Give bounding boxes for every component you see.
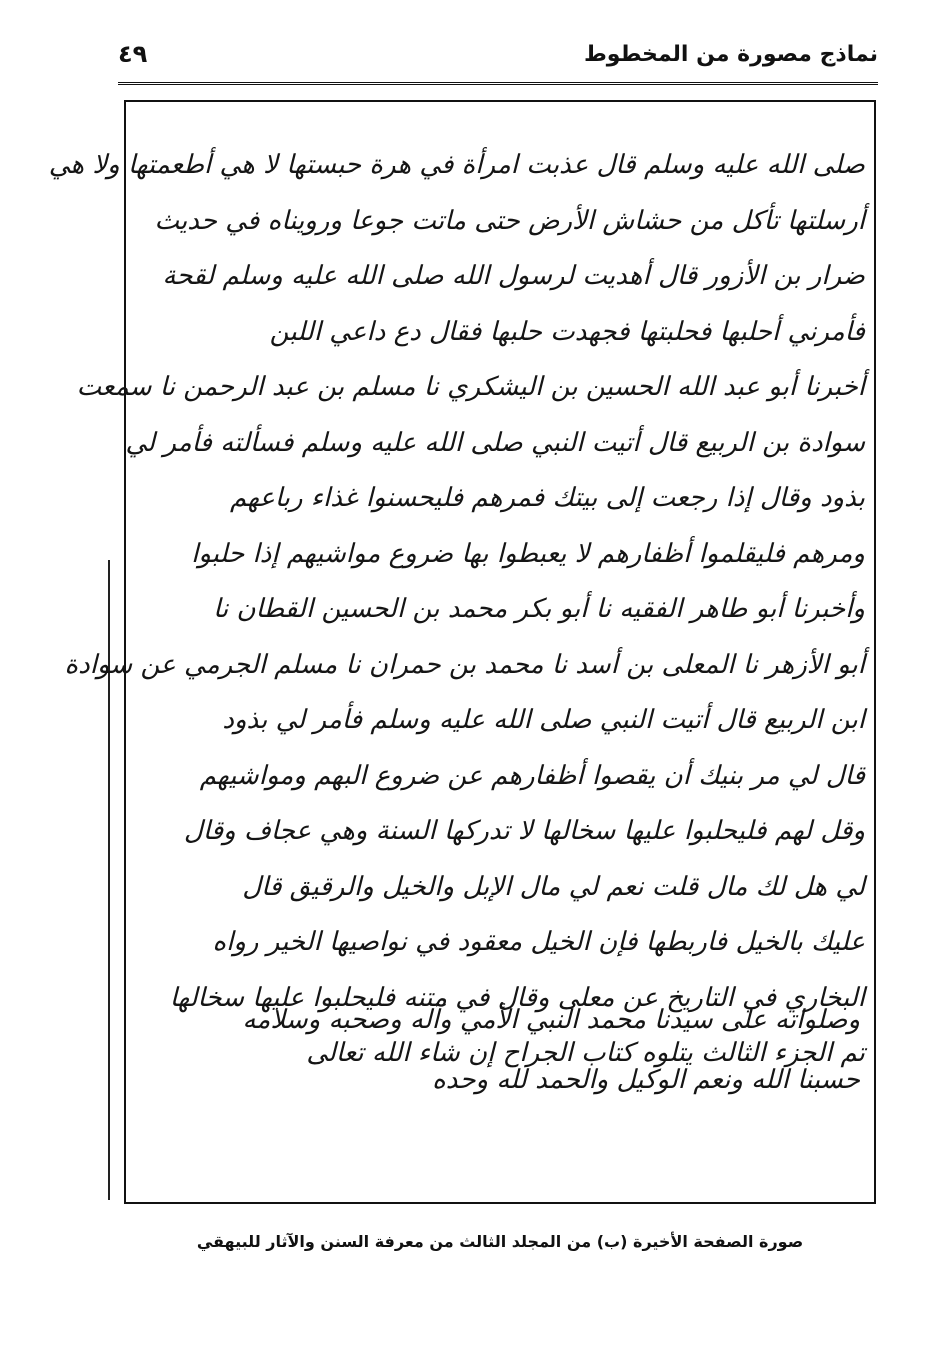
- manuscript-line: أبو الأزهر نا المعلى بن أسد نا محمد بن حمران نا مسلم الجرمي عن سوادة: [64, 649, 865, 680]
- page-number: ٤٩: [118, 40, 148, 68]
- manuscript-text: [48, 138, 865, 1082]
- manuscript-line: فأمرني أحلبها فحلبتها فجهدت حلبها فقال دع داعي اللبن: [269, 316, 865, 347]
- page-header: [118, 32, 878, 85]
- manuscript-line: ضرار بن الأزور قال أهديت لرسول الله صلى الله عليه وسلم لقحة: [162, 261, 865, 291]
- manuscript-line: صلى الله عليه وسلم قال عذبت امرأة في هرة حبستها لا هي أطعمتها ولا هي: [48, 150, 865, 180]
- running-title: نماذج مصورة من المخطوط: [583, 42, 878, 67]
- manuscript-line: بذود وقال إذا رجعت إلى بيتك فمرهم فليحسنوا غذاء رباعهم: [230, 483, 865, 513]
- manuscript-line: ابن الربيع قال أتيت النبي صلى الله عليه وسلم فأمر لي بذود: [222, 705, 865, 735]
- colophon-line: حسبنا الله ونعم الوكيل والحمد لله وحده: [432, 1065, 860, 1095]
- manuscript-line: وقل لهم فليحلبوا عليها سخالها لا تدركها السنة وهي عجاف وقال: [183, 816, 865, 846]
- figure-caption: صورة الصفحة الأخيرة (ب) من المجلد الثالث من معرفة السنن والآثار للبيهقي: [196, 1232, 804, 1251]
- manuscript-line: تم الجزء الثالث يتلوه كتاب الجراح إن شاء الله تعالى: [306, 1038, 865, 1068]
- manuscript-line: عليك بالخيل فاربطها فإن الخيل معقود في نواصيها الخير رواه: [212, 927, 865, 957]
- manuscript-line: أخبرنا أبو عبد الله الحسين بن اليشكري نا مسلم بن عبد الرحمن نا سمعت: [76, 372, 865, 402]
- manuscript-line: لي هل لك مال قلت نعم لي مال الإبل والخيل والرقيق قال: [242, 871, 865, 902]
- manuscript-line: البخاري في التاريخ عن معلى وقال في متنه فليحلبوا عليها سخالها: [169, 982, 865, 1013]
- manuscript-line: أرسلتها تأكل من حشاش الأرض حتى ماتت جوعا ورويناه في حديث: [154, 205, 865, 236]
- colophon: [160, 990, 860, 1110]
- manuscript-line: قال لي مر بنيك أن يقصوا أظفارهم عن ضروع البهم ومواشيهم: [199, 760, 865, 791]
- colophon-line: وصلواته على سيدنا محمد النبي الأمي وآله وصحبه وسلامه: [242, 1005, 860, 1035]
- manuscript-line: وأخبرنا أبو طاهر الفقيه نا أبو بكر محمد بن الحسين القطان نا: [213, 594, 865, 624]
- manuscript-line: ومرهم فليقلموا أظفارهم لا يعبطوا بها ضروع مواشيهم إذا حلبوا: [191, 538, 865, 569]
- manuscript-line: سوادة بن الربيع قال أتيت النبي صلى الله عليه وسلم فسألته فأمر لي: [125, 427, 865, 458]
